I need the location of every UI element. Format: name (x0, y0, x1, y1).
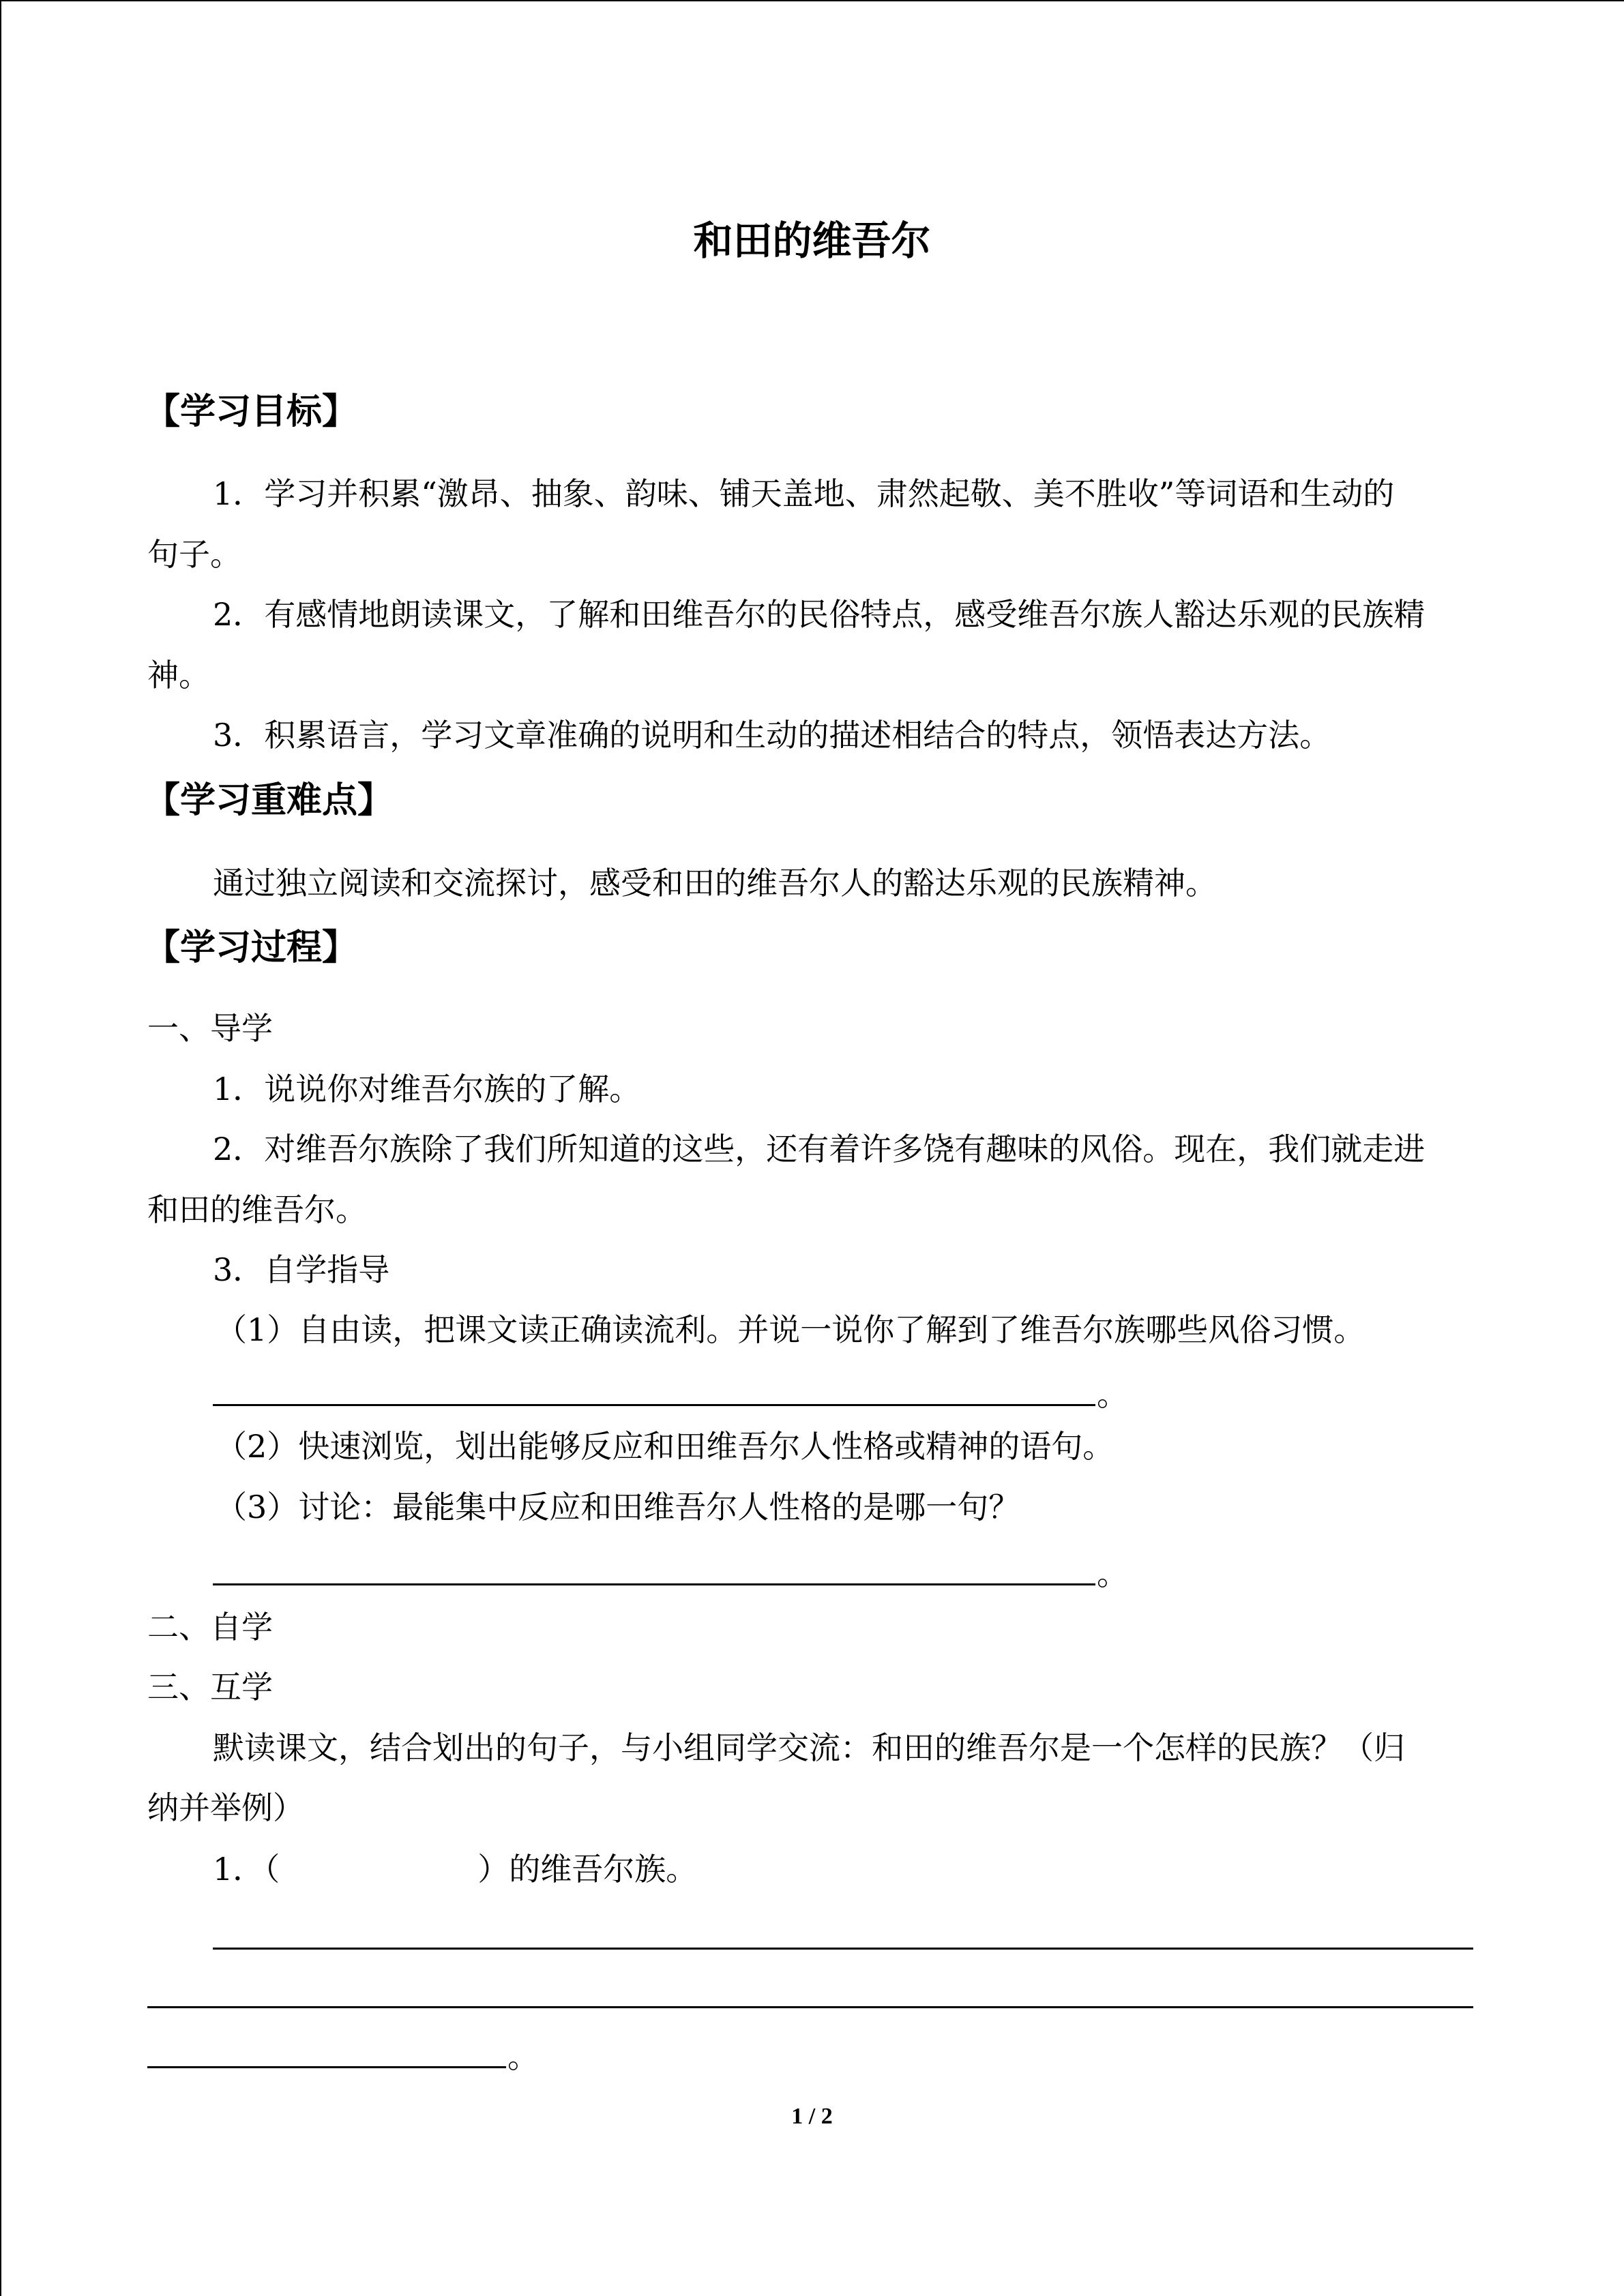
part-3-task-line-1: 默读课文，结合划出的句子，与小组同学交流：和田的维吾尔是一个怎样的民族？（归 (213, 1729, 1405, 1766)
answer-line-period: 。 (507, 2038, 539, 2075)
part-1-item-1: 1．说说你对维吾尔族的了解。 (213, 1071, 641, 1107)
part-2-heading: 二、自学 (147, 1609, 273, 1645)
answer-line (147, 2066, 506, 2068)
section-heading-goals: 【学习目标】 (145, 391, 358, 432)
part-3-heading: 三、互学 (147, 1669, 273, 1705)
part-1-sub-1: （1）自由读，把课文读正确读流利。并说一说你了解到了维吾尔族哪些风俗习惯。 (216, 1311, 1365, 1348)
page-title: 和田的维吾尔 (693, 218, 931, 264)
answer-line-period: 。 (1097, 1376, 1128, 1413)
part-1-item-3: 3．自学指导 (213, 1251, 390, 1288)
part-1-item-2-line-2: 和田的维吾尔。 (147, 1191, 367, 1228)
part-1-heading: 一、导学 (147, 1010, 273, 1047)
page-number: 1 / 2 (791, 2104, 833, 2129)
goal-2-line-2: 神。 (147, 657, 210, 694)
goal-3: 3．积累语言，学习文章准确的说明和生动的描述相结合的特点，领悟表达方法。 (213, 717, 1331, 754)
part-3-item-1 (213, 1850, 697, 1888)
key-points-text: 通过独立阅读和交流探讨，感受和田的维吾尔人的豁达乐观的民族精神。 (213, 865, 1217, 901)
section-heading-process: 【学习过程】 (145, 927, 358, 968)
goal-1-line-1: 1．学习并积累“激昂、抽象、韵味、铺天盖地、肃然起敬、美不胜收”等词语和生动的 (213, 475, 1395, 512)
answer-line (213, 1948, 1473, 1950)
answer-line (213, 1404, 1095, 1406)
answer-line (147, 2006, 1473, 2008)
answer-line-period: 。 (1097, 1555, 1128, 1592)
section-heading-key-points: 【学习重难点】 (145, 780, 394, 821)
part-1-sub-2: （2）快速浏览，划出能够反应和田维吾尔人性格或精神的语句。 (216, 1428, 1114, 1465)
goal-2-line-1: 2．有感情地朗读课文，了解和田维吾尔的民俗特点，感受维吾尔族人豁达乐观的民族精 (213, 596, 1426, 633)
part-1-sub-3: （3）讨论：最能集中反应和田维吾尔人性格的是哪一句？ (216, 1489, 1020, 1525)
part-3-task-line-2: 纳并举例） (147, 1789, 304, 1826)
part-1-item-2-line-1: 2．对维吾尔族除了我们所知道的这些，还有着许多饶有趣味的风俗。现在，我们就走进 (213, 1131, 1426, 1167)
goal-1-line-2: 句子。 (147, 536, 241, 573)
fill-blank-prefix: 1．（ (213, 1851, 280, 1888)
fill-blank-suffix: ）的维吾尔族。 (477, 1851, 698, 1888)
answer-line (213, 1583, 1095, 1585)
